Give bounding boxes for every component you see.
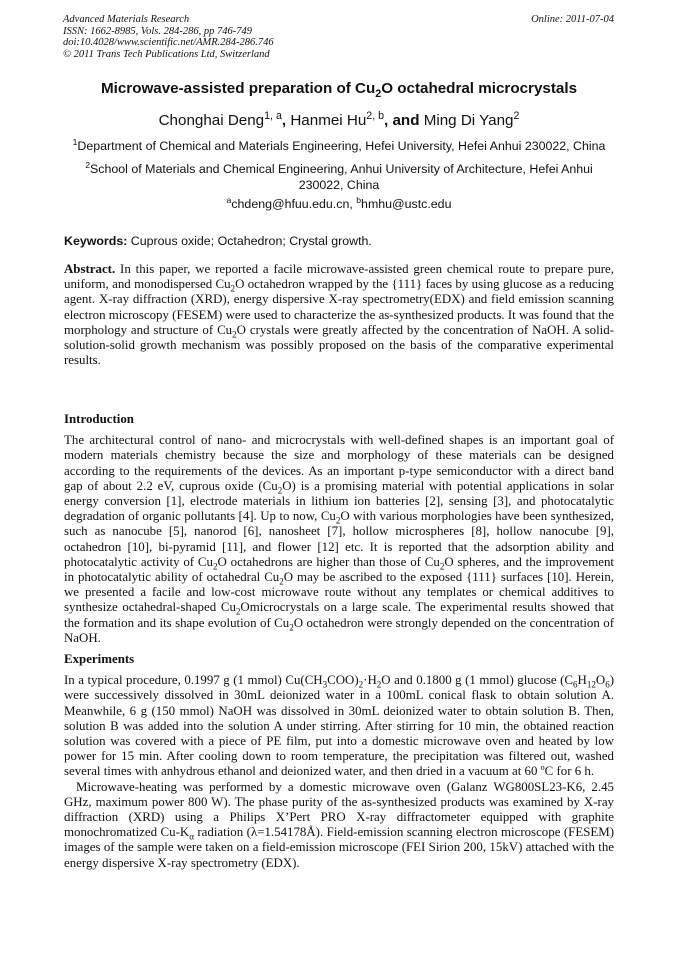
issn-line: ISSN: 1662-8985, Vols. 284-286, pp 746-749	[63, 25, 252, 37]
keywords: Keywords: Cuprous oxide; Octahedron; Crystal growth.	[64, 234, 372, 248]
abstract: Abstract. In this paper, we reported a facile microwave-assisted green chemical route to prepare pure, uniform, and monodispersed $Cu_2O$ octahedron wrapped by the {111} faces by using glucose as a reducing agent. X-ray diffraction (XRD), energy dispersive X-ray spectrometry(EDX) and field emission scanning electron microscopy (FESEM) were used to characterize the as-synthesized products. It was found that the morphology and structure of $Cu_2O$ crystals were greatly affected by the concentration of NaOH. A solid-solution-solid growth mechanism was possibly proposed on the basis of the comparative experimental results.	[64, 262, 614, 368]
online-date: Online: 2011-07-04	[531, 14, 614, 25]
abstract-label: Abstract.	[64, 262, 116, 276]
body-paragraph: Microwave-heating was performed by a domestic microwave oven (Galanz WG800SL23-K6, 2.45 GHz, maximum power 800 W). The phase purity of the as-synthesized products was examined by X-ray diffraction (XRD) using a Philips X’Pert PRO X-ray diffractometer equipped with graphite monochromatized $Cu-K_\alpha$ radiation (λ=1.54178Å). Field-emission scanning electron microscope (FESEM) images of the sample were taken on a field-emission microscope (FEI Sirion 200, 15kV) attached with the energy dispersive X-ray spectrometry (EDX).	[64, 779, 615, 870]
paper-title: Microwave-assisted preparation of $Cu_2O$ octahedral microcrystals	[100, 80, 578, 101]
author-name: Chonghai Deng	[158, 112, 265, 129]
copyright-line: © 2011 Trans Tech Publications Ltd, Switzerland	[63, 48, 270, 60]
body-paragraph: The architectural control of nano- and microcrystals with well-defined shapes is an important goal of modern materials chemistry because the size and morphology of these materials can be designed according to the requirements of the devices. As an important p-type semiconductor with a direct band gap of about 2.2 eV, cuprous oxide $(Cu_2O)$ is a promising material with potential applications in solar energy conversion [1], electrode materials in lithium ion batteries [2], sensing [3], and photocatalytic degradation of organic pollutants [4]. Up to now, $Cu_2O$ with various morphologies have been synthesized, such as nanocube [5], nanorod [6], nanosheet [7], hollow microspheres [8], hollow nanocube [9], octahedron [10], bi-pyramid [11], and flower [12] etc. It is reported that the adsorption ability and photocatalytic activity of $Cu_2O$ octahedrons are higher than those of $Cu_2O$ spheres, and the improvement in photocatalytic ability of octahedral $Cu_2O$ may be ascribed to the exposed {111} surfaces [10]. Herein, we presented a facile and low-cost microwave route without any templates or chemical additives to synthesize octahedral-shaped $Cu_2Omicrocrystals$ on a large scale. The experimental results showed that the formation and its shape evolution of $Cu_2O$ octahedron were strongly depended on the concentration of NaOH.	[64, 433, 615, 645]
author-name: Ming Di Yang	[423, 112, 514, 129]
body-paragraph: In a typical procedure, 0.1997 g (1 mmol) $Cu(CH_3COO)_2\cdot H_2O$ and 0.1800 g (1 mmol) glucose $(C_6H_{12}O_6)$ were successively dissolved in 30mL deionized water in a 100mL conical flask to obtain solution A. Meanwhile, 6 g (150 mmol) NaOH was dissolved in 30mL deionized water to obtain solution B. Then, solution B was added into the solution A under stirring. After stirring for 10 min, the obtained reaction solution was covered with a piece of PE film, put into a domestic microwave oven and heated by low power for 15 min. After cooling down to room temperature, the precipitation was filtered out, washed several times with anhydrous ethanol and deionized water, and then dried in a vacuum at 60 ºC for 6 h.	[64, 673, 614, 779]
section-heading: Experiments	[64, 652, 135, 666]
author-list: Chonghai Deng$^{1, a}$, Hanmei Hu$^{2, b}$, and Ming Di Yang$^2$	[158, 109, 520, 129]
doi-line: doi:10.4028/www.scientific.net/AMR.284-286.746	[63, 37, 274, 49]
introduction-section	[64, 412, 614, 646]
author-emails: $^a$chdeng@hfuu.edu.cn, $^b$hmhu@ustc.edu	[226, 194, 452, 211]
section-heading: Introduction	[64, 412, 134, 426]
keywords-label: Keywords:	[64, 234, 128, 248]
journal-name: Advanced Materials Research	[63, 14, 190, 25]
journal-header	[63, 14, 274, 60]
affiliation-2: $^2$School of Materials and Chemical Engineering, Anhui University of Architecture, Hefei Anhui 230022, China	[85, 159, 593, 192]
experiments-section	[64, 652, 614, 871]
affiliation-1: $^1$Department of Chemical and Materials Engineering, Hefei University, Hefei Anhui 230022, China	[72, 136, 606, 153]
author-name: Hanmei Hu	[290, 112, 367, 129]
